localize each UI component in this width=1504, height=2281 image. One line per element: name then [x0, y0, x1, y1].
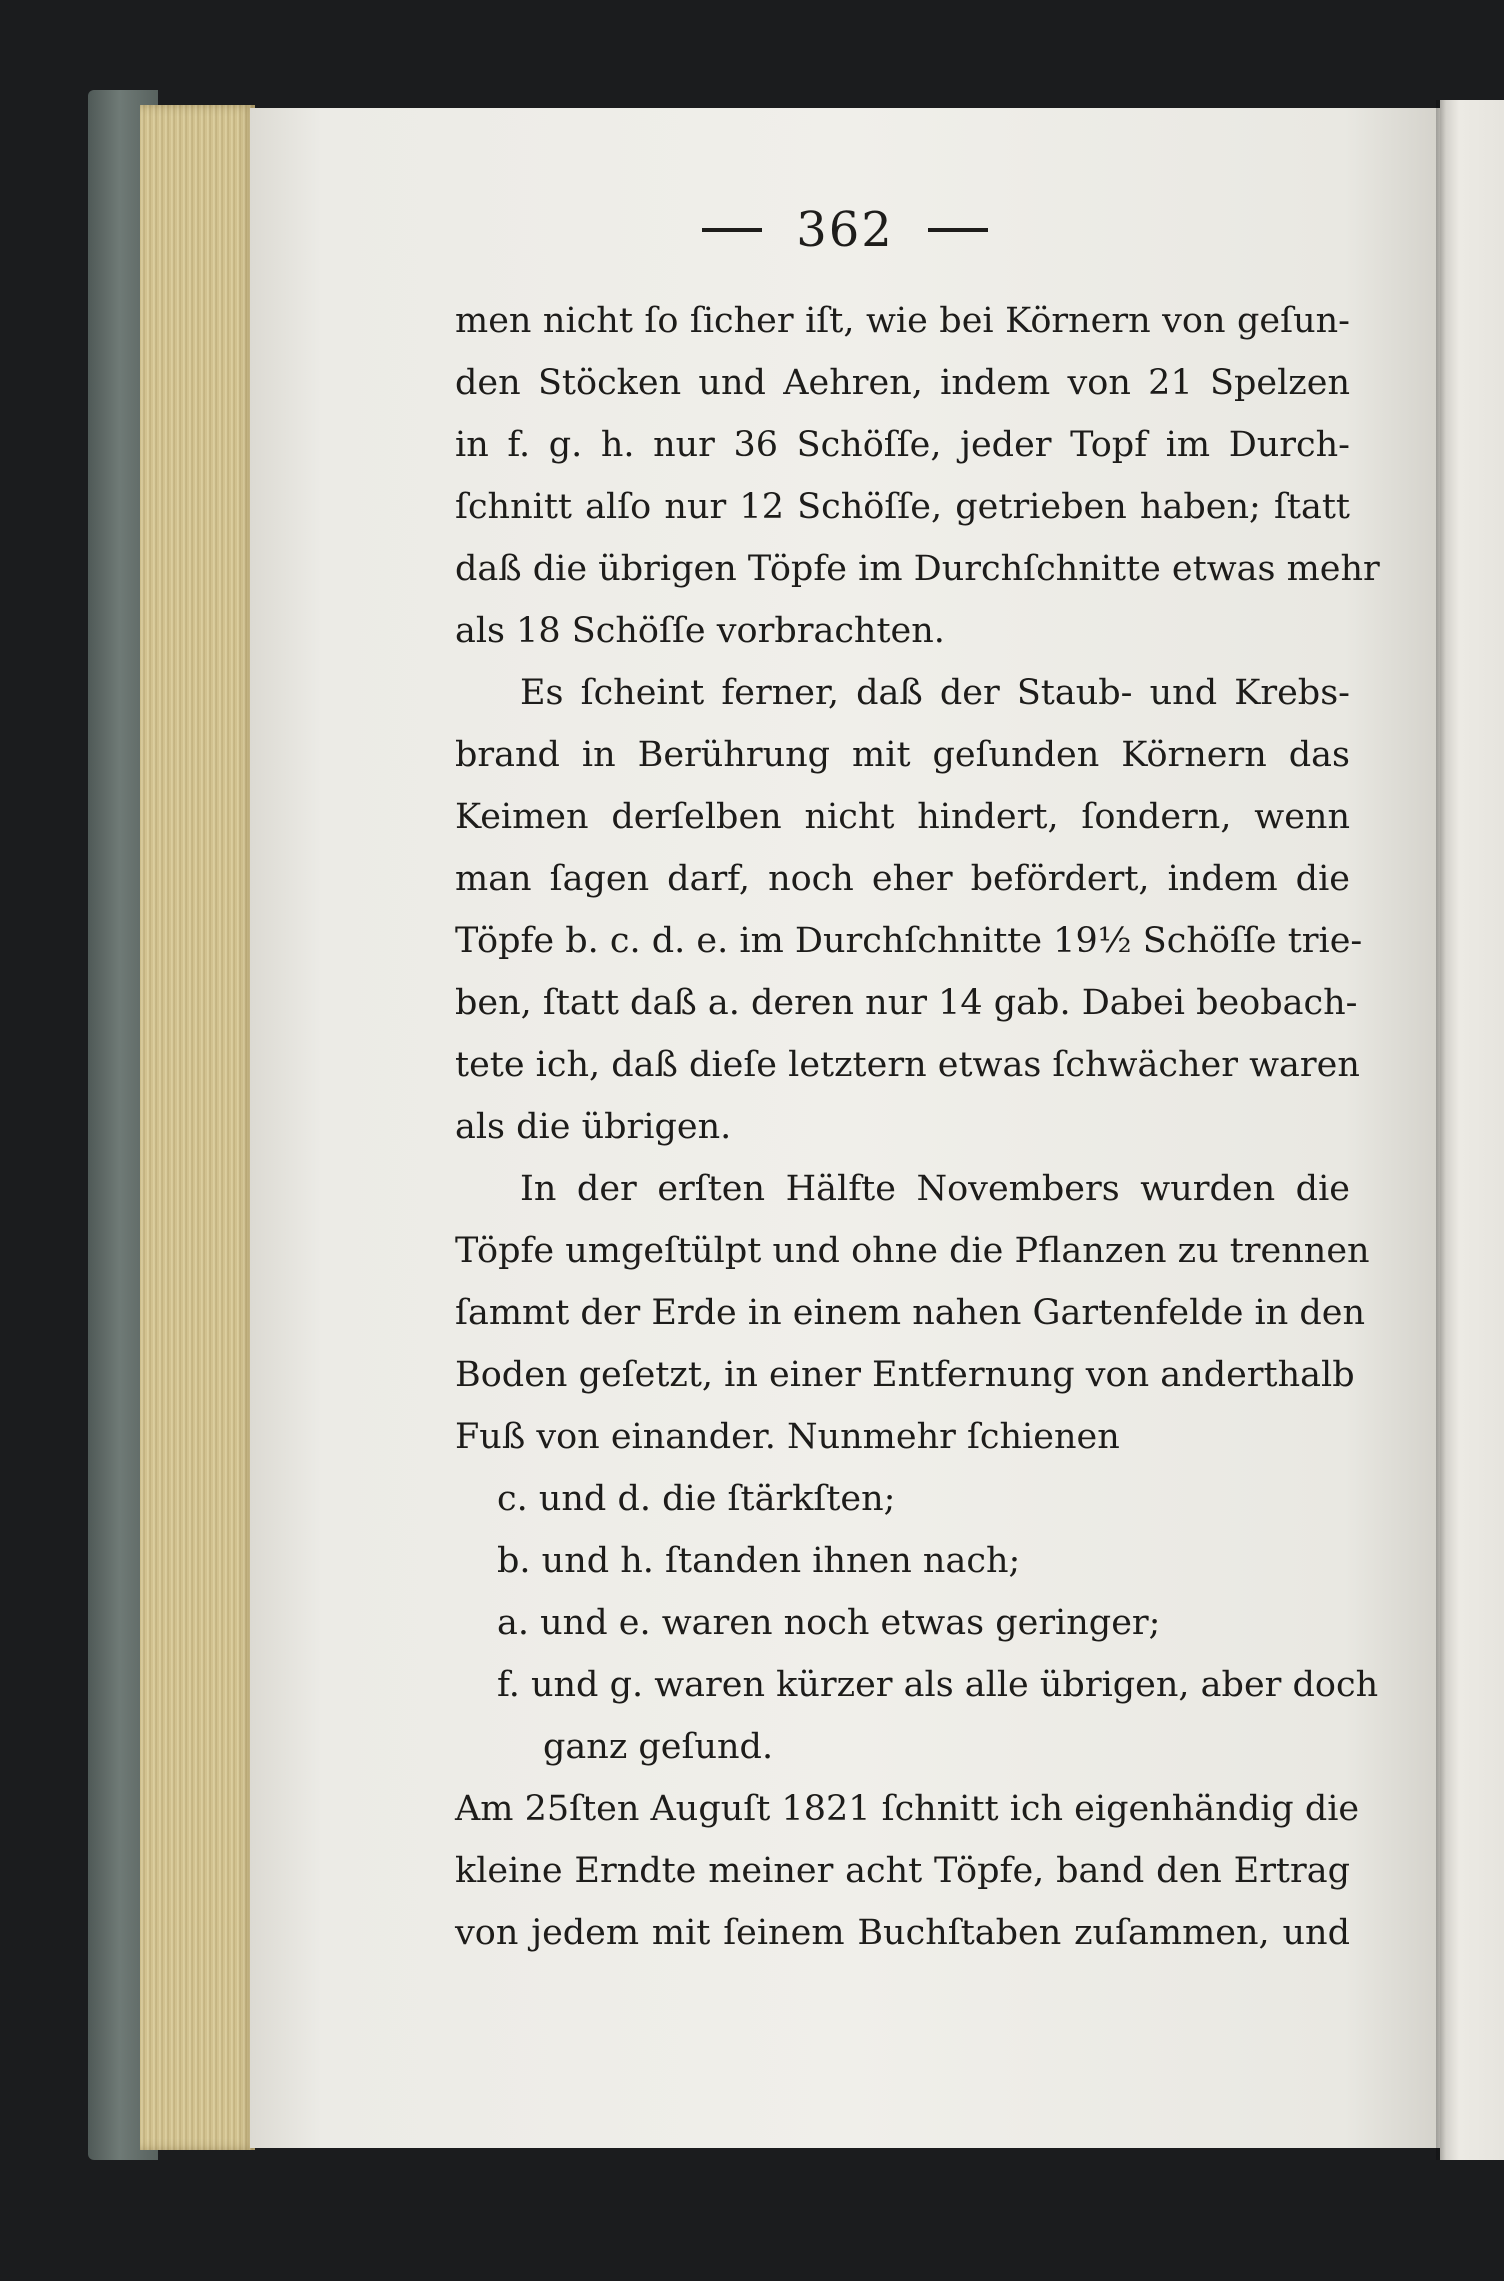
text-line: als die übrigen. [455, 1107, 732, 1147]
text-line: Keimen derſelben nicht hindert, ſondern, wenn [455, 797, 1350, 837]
text-line: Fuß von einander. Nunmehr ſchienen [455, 1417, 1120, 1457]
text-line: c. und d. die ſtärkſten; [497, 1479, 896, 1519]
text-line: ſammt der Erde in einem nahen Gartenfelde in den [455, 1293, 1366, 1333]
text-line: man ſagen darf, noch eher befördert, indem die [455, 859, 1350, 899]
page-header [250, 190, 1440, 270]
text-line: In der erſten Hälfte Novembers wurden die [520, 1169, 1350, 1209]
text-line: ben, ſtatt daß a. deren nur 14 gab. Dabei beobach- [455, 983, 1358, 1023]
text-line: a. und e. waren noch etwas geringer; [497, 1603, 1161, 1643]
text-line: in f. g. h. nur 36 Schöſſe, jeder Topf im Durch- [455, 425, 1350, 465]
gutter-shadow [1436, 100, 1446, 2160]
text-line: als 18 Schöſſe vorbrachten. [455, 611, 945, 651]
page-number: 362 [796, 202, 894, 258]
text-line: den Stöcken und Aehren, indem von 21 Spelzen [455, 363, 1350, 403]
text-line: b. und h. ſtanden ihnen nach; [497, 1541, 1021, 1581]
page-text [455, 290, 1380, 1964]
header-dash-right [928, 228, 988, 232]
text-line: men nicht ſo ſicher iſt, wie bei Körnern von geſun- [455, 301, 1350, 341]
text-line: Boden geſetzt, in einer Entfernung von anderthalb [455, 1355, 1355, 1395]
text-line: f. und g. waren kürzer als alle übrigen, aber doch [497, 1665, 1379, 1705]
page-block-edge [140, 105, 255, 2150]
text-line: Töpfe b. c. d. e. im Durchſchnitte 19½ Schöſſe trie- [455, 921, 1363, 961]
facing-page-edge [1440, 100, 1504, 2160]
header-dash-left [702, 228, 762, 232]
text-line: ſchnitt alſo nur 12 Schöſſe, getrieben haben; ſtatt [455, 487, 1350, 527]
text-line: Es ſcheint ferner, daß der Staub- und Krebs- [520, 673, 1350, 713]
text-line: Am 25ſten Auguſt 1821 ſchnitt ich eigenhändig die [455, 1789, 1360, 1829]
text-line: Töpfe umgeſtülpt und ohne die Pflanzen zu trennen [455, 1231, 1370, 1271]
text-line: kleine Erndte meiner acht Töpfe, band den Ertrag [455, 1851, 1350, 1891]
text-line: ganz geſund. [543, 1727, 774, 1767]
text-line: von jedem mit ſeinem Buchſtaben zuſammen, und [455, 1913, 1350, 1953]
text-line: brand in Berührung mit geſunden Körnern das [455, 735, 1350, 775]
text-line: daß die übrigen Töpfe im Durchſchnitte etwas mehr [455, 549, 1380, 589]
text-line: tete ich, daß dieſe letztern etwas ſchwächer waren [455, 1045, 1360, 1085]
